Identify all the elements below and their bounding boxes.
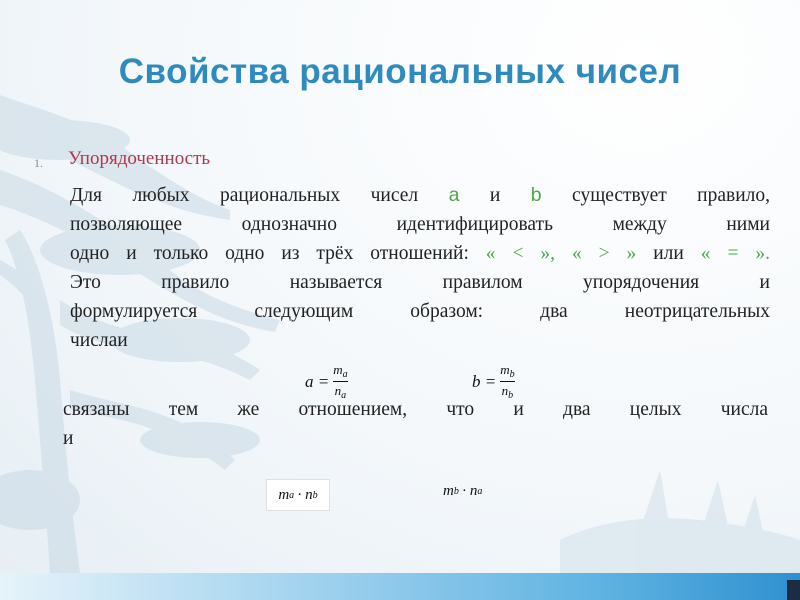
product-ma-nb: m a · n b	[266, 479, 330, 511]
paragraph-line-1: Для любых рациональных чисел a и b существует правило,	[70, 184, 771, 206]
corner-decoration	[787, 580, 800, 600]
paragraph-line-4: Это правило называется правилом упорядочения и	[70, 272, 770, 293]
paragraph-line-7: связаны тем же отношением, что и два целых числа	[63, 399, 768, 420]
bottom-decorative-bar	[0, 573, 800, 600]
paragraph-line-8: и	[63, 428, 74, 449]
paragraph-line-2: позволяющее однозначно идентифицировать между ними	[70, 214, 770, 235]
paragraph-line-5: формулируется следующим образом: два неотрицательных	[70, 301, 770, 322]
variable-b: b	[530, 184, 542, 206]
definition-paragraph	[70, 181, 770, 355]
formula-b-fraction: b = $\frac{m_b}{n_b}$	[472, 362, 515, 401]
section-heading: Упорядоченность	[68, 148, 211, 169]
product-mb-na: m b · n a	[443, 483, 483, 499]
list-number: 1.	[34, 156, 43, 170]
relation-eq: « = ».	[700, 243, 771, 264]
formula-a-fraction: a = $\frac{m_a}{n_a}$	[305, 362, 348, 401]
slide-title: Свойства рациональных чисел	[118, 52, 682, 91]
paragraph-line-3: одно и только одно из трёх отношений: « < », « > » или « = ».	[70, 243, 771, 264]
relations-lt-gt: « < », « > »	[485, 243, 637, 264]
paragraph-line-6: числаи	[70, 330, 128, 351]
comparison-paragraph	[63, 395, 768, 453]
variable-a: a	[448, 184, 460, 206]
